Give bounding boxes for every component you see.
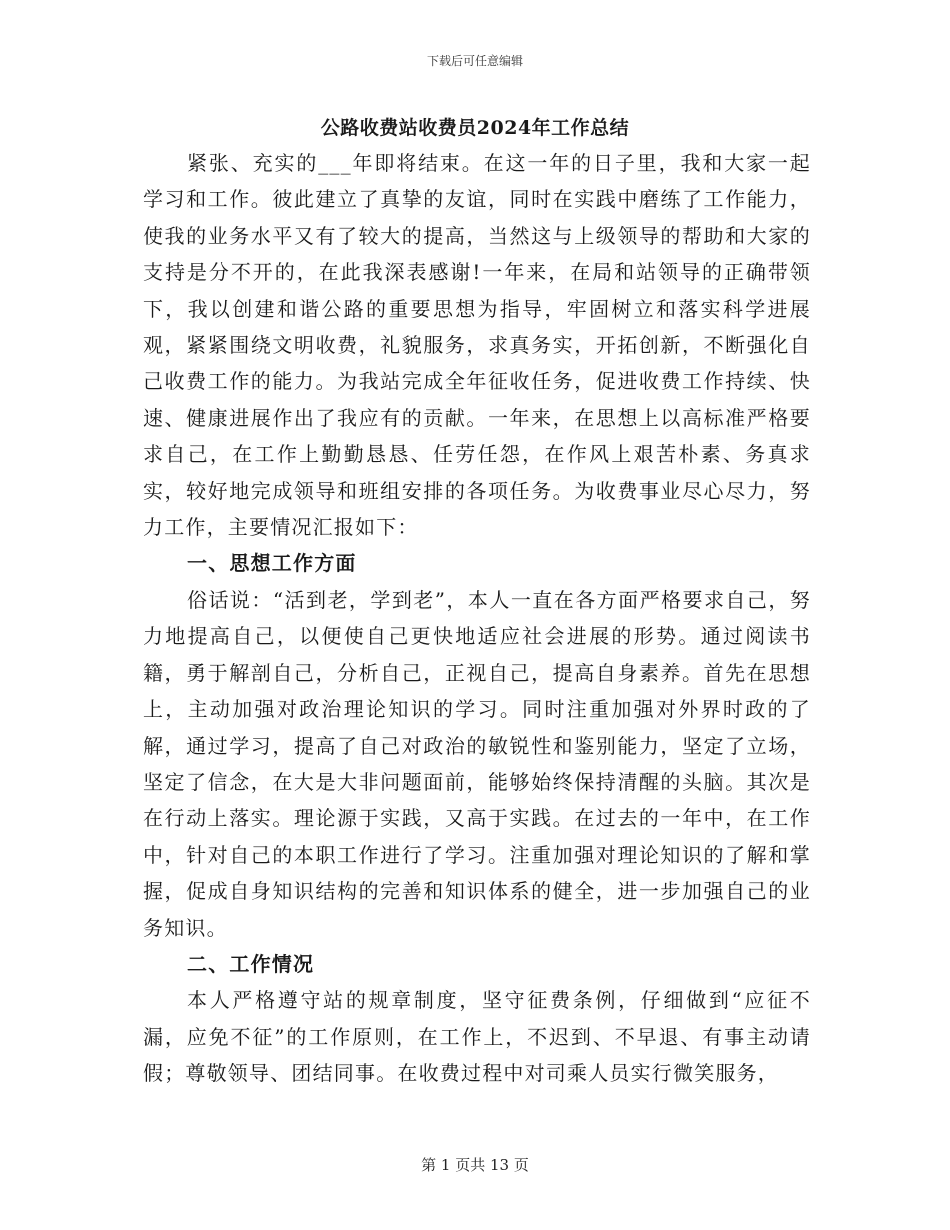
header-note: 下载后可任意编辑 bbox=[426, 54, 523, 68]
section-paragraph-thought: 俗话说：“活到老，学到老”，本人一直在各方面严格要求自己，努力地提高自己，以便使自己更快地适应社会进展的形势。通过阅读书籍，勇于解剖自己，分析自己，正视自己，提高自身素养。首先在思想上，主动加强对政治理论知识的学习。同时注重加强对外界时政的了解，通过学习，提高了自己对政治的敏锐性和鉴别能力，坚定了立场，坚定了信念，在大是大非问题面前，能够始终保持清醒的头脑。其次是在行动上落实。理论源于实践，又高于实践。在过去的一年中，在工作中，针对自己的本职工作进行了学习。注重加强对理论知识的了解和掌握，促成自身知识结构的完善和知识体系的健全，进一步加强自己的业务知识。 bbox=[143, 587, 811, 940]
document-title: 公路收费站收费员2024年工作总结 bbox=[320, 117, 630, 139]
section-paragraph-work: 本人严格遵守站的规章制度，坚守征费条例，仔细做到“应征不漏，应免不征”的工作原则，在工作上，不迟到、不早退、有事主动请假；尊敬领导、团结同事。在收费过程中对司乘人员实行微笑服务， bbox=[143, 988, 811, 1086]
intro-paragraph: 紧张、充实的___年即将结束。在这一年的日子里，我和大家一起学习和工作。彼此建立了真挚的友谊，同时在实践中磨练了工作能力，使我的业务水平又有了较大的提高，当然这与上级领导的帮助和大家的支持是分不开的，在此我深表感谢!一年来，在局和站领导的正确带领下，我以创建和谐公路的重要思想为指导，牢固树立和落实科学进展观，紧紧围绕文明收费，礼貌服务，求真务实，开拓创新，不断强化自己收费工作的能力。为我站完成全年征收任务，促进收费工作持续、快速、健康进展作出了我应有的贡献。一年来，在思想上以高标准严格要求自己，在工作上勤勤恳恳、任劳任怨，在作风上艰苦朴素、务真求实，较好地完成领导和班组安排的各项任务。为收费事业尽心尽力，努力工作，主要情况汇报如下： bbox=[143, 151, 811, 540]
page-number: 第 1 页共 13 页 bbox=[421, 1156, 529, 1174]
section-heading-thought: 一、思想工作方面 bbox=[187, 551, 357, 576]
document-body bbox=[143, 145, 811, 1092]
section-heading-work: 二、工作情况 bbox=[187, 951, 315, 976]
